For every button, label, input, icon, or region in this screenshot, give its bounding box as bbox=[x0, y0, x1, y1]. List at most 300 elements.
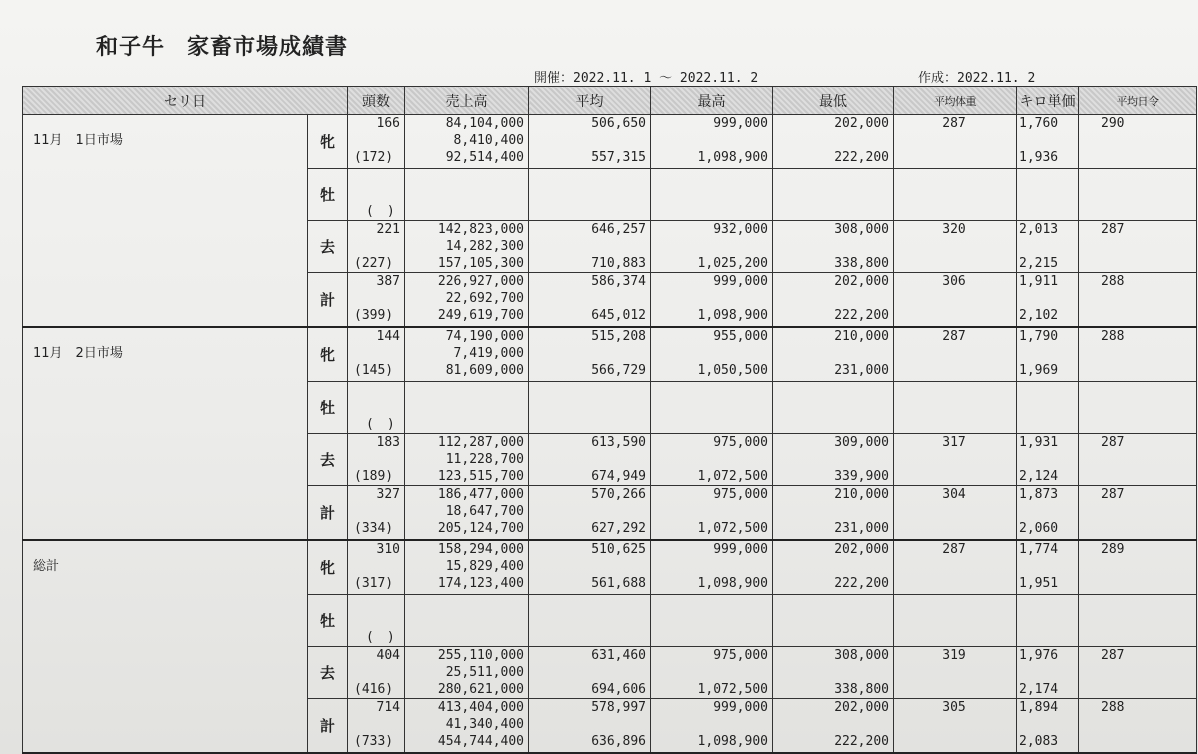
sales-lines bbox=[405, 647, 528, 698]
cell-spacer bbox=[1019, 451, 1038, 468]
avg-weight-cell bbox=[894, 382, 1017, 434]
sales-value: 8,410,400 bbox=[453, 133, 524, 148]
heads-lines bbox=[348, 169, 404, 220]
average-cell bbox=[529, 382, 651, 434]
cattle-type: 牡 bbox=[308, 595, 348, 647]
sales-value bbox=[407, 595, 524, 612]
heads-total: ( ) bbox=[366, 204, 395, 219]
average-lines bbox=[529, 434, 650, 485]
average-value: 646,257 bbox=[591, 222, 646, 237]
average-cell bbox=[529, 486, 651, 541]
sales-value: 15,829,400 bbox=[445, 559, 524, 574]
heads-total: (733) bbox=[354, 734, 394, 749]
average-cell bbox=[529, 327, 651, 382]
max-cell bbox=[651, 647, 773, 699]
sales-cell bbox=[405, 434, 529, 486]
cell-spacer bbox=[531, 238, 646, 255]
min-cell bbox=[773, 540, 894, 595]
sales-lines bbox=[405, 328, 528, 381]
max-value-incl-tax bbox=[653, 629, 768, 646]
cell-spacer bbox=[1019, 612, 1038, 629]
cell-spacer bbox=[775, 132, 889, 149]
cell-spacer bbox=[653, 503, 768, 520]
min-cell bbox=[773, 647, 894, 699]
kg-price-cell bbox=[1017, 169, 1079, 221]
cell-spacer bbox=[531, 290, 646, 307]
heads-lines bbox=[348, 699, 404, 752]
heads-lines bbox=[348, 647, 404, 698]
cell-spacer bbox=[775, 716, 889, 733]
average-lines bbox=[529, 541, 650, 594]
min-lines bbox=[773, 541, 893, 594]
avg-weight-value: 320 bbox=[942, 222, 966, 237]
sales-value: 249,619,700 bbox=[437, 308, 524, 323]
max-cell bbox=[651, 699, 773, 754]
avg-weight-value bbox=[896, 595, 1012, 612]
avg-age-lines bbox=[1079, 647, 1196, 698]
avg-weight-lines bbox=[894, 169, 1016, 220]
sales-lines bbox=[405, 382, 528, 433]
average-cell bbox=[529, 434, 651, 486]
min-cell bbox=[773, 115, 894, 169]
max-value-incl-tax bbox=[653, 416, 768, 433]
header-kg-price: キロ単価 bbox=[1017, 87, 1079, 115]
sales-value: 81,609,000 bbox=[445, 363, 524, 378]
avg-weight-value: 319 bbox=[942, 648, 966, 663]
sales-cell bbox=[405, 540, 529, 595]
kg-price-cell bbox=[1017, 699, 1079, 754]
sales-value: 205,124,700 bbox=[437, 521, 524, 536]
avg-weight-lines bbox=[894, 647, 1016, 698]
average-lines bbox=[529, 382, 650, 433]
max-lines bbox=[651, 115, 772, 168]
kg-price-value-incl-tax bbox=[1019, 629, 1038, 646]
max-cell bbox=[651, 221, 773, 273]
heads-value: 183 bbox=[376, 435, 400, 450]
max-value-incl-tax: 1,098,900 bbox=[697, 308, 768, 323]
average-value-incl-tax: 674,949 bbox=[591, 469, 646, 484]
average-value: 578,997 bbox=[591, 700, 646, 715]
results-table bbox=[22, 86, 1198, 754]
average-value-incl-tax: 645,012 bbox=[591, 308, 646, 323]
sales-value bbox=[407, 416, 524, 433]
cell-spacer bbox=[1019, 345, 1038, 362]
min-value: 202,000 bbox=[834, 274, 889, 289]
kg-price-cell bbox=[1017, 595, 1079, 647]
average-value-incl-tax: 636,896 bbox=[591, 734, 646, 749]
cell-spacer bbox=[531, 612, 646, 629]
heads-value: 387 bbox=[376, 274, 400, 289]
heads-cell bbox=[348, 486, 405, 541]
heads-total: (399) bbox=[354, 308, 394, 323]
heads-cell bbox=[348, 699, 405, 754]
average-lines bbox=[529, 328, 650, 381]
kg-price-lines bbox=[1017, 221, 1078, 272]
cell-spacer bbox=[1019, 558, 1038, 575]
max-cell bbox=[651, 169, 773, 221]
sales-value: 280,621,000 bbox=[437, 682, 524, 697]
avg-weight-lines bbox=[894, 434, 1016, 485]
min-lines bbox=[773, 595, 893, 646]
heads-total: (227) bbox=[354, 256, 394, 271]
average-value-incl-tax bbox=[531, 416, 646, 433]
sales-value: 158,294,000 bbox=[437, 542, 524, 557]
sales-value: 186,477,000 bbox=[437, 487, 524, 502]
max-lines bbox=[651, 486, 772, 539]
avg-weight-value bbox=[896, 382, 1012, 399]
cell-spacer bbox=[1019, 664, 1038, 681]
avg-weight-cell bbox=[894, 434, 1017, 486]
avg-weight-value: 306 bbox=[942, 274, 966, 289]
sales-value bbox=[407, 629, 524, 646]
average-value: 515,208 bbox=[591, 329, 646, 344]
heads-lines bbox=[348, 486, 404, 539]
cell-spacer bbox=[775, 451, 889, 468]
cell-spacer bbox=[775, 558, 889, 575]
heads-cell bbox=[348, 273, 405, 328]
heads-lines bbox=[348, 328, 404, 381]
avg-age-value: 287 bbox=[1101, 648, 1125, 663]
average-value-incl-tax: 561,688 bbox=[591, 576, 646, 591]
heads-cell bbox=[348, 540, 405, 595]
avg-age-cell bbox=[1079, 382, 1197, 434]
min-value bbox=[775, 595, 889, 612]
sales-lines bbox=[405, 595, 528, 646]
heads-cell bbox=[348, 221, 405, 273]
min-lines bbox=[773, 169, 893, 220]
min-lines bbox=[773, 699, 893, 752]
max-value bbox=[653, 595, 768, 612]
avg-age-cell bbox=[1079, 486, 1197, 541]
kg-price-lines bbox=[1017, 699, 1078, 752]
average-cell bbox=[529, 273, 651, 328]
title-sub: 家畜市場成績書 bbox=[187, 35, 349, 60]
sales-cell bbox=[405, 273, 529, 328]
header-seri-date: セリ日 bbox=[23, 87, 348, 115]
cattle-type: 牝 bbox=[308, 115, 348, 169]
cell-spacer bbox=[531, 399, 646, 416]
cell-spacer bbox=[653, 664, 768, 681]
avg-age-value: 288 bbox=[1101, 700, 1125, 715]
average-value bbox=[531, 169, 646, 186]
cattle-type: 去 bbox=[308, 647, 348, 699]
kg-price-value-incl-tax: 1,969 bbox=[1019, 363, 1059, 378]
report-title bbox=[96, 30, 348, 61]
max-lines bbox=[651, 647, 772, 698]
sales-value: 74,190,000 bbox=[445, 329, 524, 344]
max-lines bbox=[651, 221, 772, 272]
sales-value: 123,515,700 bbox=[437, 469, 524, 484]
heads-lines bbox=[348, 115, 404, 168]
heads-cell bbox=[348, 382, 405, 434]
average-lines bbox=[529, 221, 650, 272]
cattle-type: 牡 bbox=[308, 169, 348, 221]
min-value-incl-tax bbox=[775, 203, 889, 220]
min-lines bbox=[773, 221, 893, 272]
sales-cell bbox=[405, 647, 529, 699]
cell-spacer bbox=[350, 186, 400, 203]
table-row bbox=[23, 327, 1198, 382]
avg-age-value: 287 bbox=[1101, 487, 1125, 502]
min-lines bbox=[773, 486, 893, 539]
market-label: 総計 bbox=[23, 540, 308, 753]
avg-age-value bbox=[1081, 595, 1192, 612]
kg-price-cell bbox=[1017, 327, 1079, 382]
sales-lines bbox=[405, 115, 528, 168]
header-sales: 売上高 bbox=[405, 87, 529, 115]
cell-spacer bbox=[1019, 238, 1038, 255]
min-lines bbox=[773, 115, 893, 168]
max-value-incl-tax bbox=[653, 203, 768, 220]
avg-age-cell bbox=[1079, 327, 1197, 382]
heads-lines bbox=[348, 595, 404, 646]
cell-spacer bbox=[1019, 290, 1038, 307]
sales-cell bbox=[405, 115, 529, 169]
average-lines bbox=[529, 486, 650, 539]
average-lines bbox=[529, 115, 650, 168]
kg-price-cell bbox=[1017, 273, 1079, 328]
kg-price-value-incl-tax bbox=[1019, 203, 1038, 220]
kg-price-value: 1,774 bbox=[1019, 542, 1059, 557]
sales-value: 25,511,000 bbox=[445, 665, 524, 680]
cell-spacer bbox=[653, 290, 768, 307]
min-value-incl-tax bbox=[775, 416, 889, 433]
min-value bbox=[775, 382, 889, 399]
avg-weight-lines bbox=[894, 382, 1016, 433]
min-value-incl-tax: 231,000 bbox=[834, 521, 889, 536]
kg-price-value-incl-tax: 2,102 bbox=[1019, 308, 1059, 323]
sales-lines bbox=[405, 434, 528, 485]
kg-price-value-incl-tax: 1,951 bbox=[1019, 576, 1059, 591]
kg-price-lines bbox=[1017, 328, 1078, 381]
max-value: 975,000 bbox=[713, 487, 768, 502]
cell-spacer bbox=[1019, 399, 1038, 416]
created-label: 作成：2022.11. 2 bbox=[918, 71, 1036, 86]
min-lines bbox=[773, 382, 893, 433]
cell-spacer bbox=[350, 503, 400, 520]
sales-lines bbox=[405, 541, 528, 594]
min-value-incl-tax: 222,200 bbox=[834, 150, 889, 165]
sales-value: 84,104,000 bbox=[445, 116, 524, 131]
average-value-incl-tax bbox=[531, 629, 646, 646]
avg-age-lines bbox=[1079, 486, 1196, 539]
heads-lines bbox=[348, 382, 404, 433]
avg-weight-value: 287 bbox=[942, 116, 966, 131]
sales-lines bbox=[405, 221, 528, 272]
max-value-incl-tax: 1,098,900 bbox=[697, 576, 768, 591]
cell-spacer bbox=[531, 345, 646, 362]
avg-weight-value: 287 bbox=[942, 329, 966, 344]
min-value-incl-tax: 338,800 bbox=[834, 682, 889, 697]
avg-age-value bbox=[1081, 382, 1192, 399]
max-cell bbox=[651, 540, 773, 595]
sales-value: 18,647,700 bbox=[445, 504, 524, 519]
min-value-incl-tax: 231,000 bbox=[834, 363, 889, 378]
kg-price-value-incl-tax: 2,124 bbox=[1019, 469, 1059, 484]
max-cell bbox=[651, 486, 773, 541]
sales-value: 157,105,300 bbox=[437, 256, 524, 271]
kg-price-lines bbox=[1017, 595, 1078, 646]
heads-value: 166 bbox=[376, 116, 400, 131]
average-value-incl-tax: 627,292 bbox=[591, 521, 646, 536]
sales-cell bbox=[405, 169, 529, 221]
kg-price-cell bbox=[1017, 540, 1079, 595]
sales-cell bbox=[405, 595, 529, 647]
header-max: 最高 bbox=[651, 87, 773, 115]
min-cell bbox=[773, 382, 894, 434]
avg-weight-cell bbox=[894, 486, 1017, 541]
max-value-incl-tax: 1,050,500 bbox=[697, 363, 768, 378]
kg-price-lines bbox=[1017, 486, 1078, 539]
kg-price-value bbox=[1019, 382, 1038, 399]
max-cell bbox=[651, 327, 773, 382]
cell-spacer bbox=[350, 664, 400, 681]
max-value-incl-tax: 1,072,500 bbox=[697, 469, 768, 484]
heads-value: 221 bbox=[376, 222, 400, 237]
avg-age-cell bbox=[1079, 647, 1197, 699]
kg-price-cell bbox=[1017, 486, 1079, 541]
max-lines bbox=[651, 434, 772, 485]
avg-age-cell bbox=[1079, 221, 1197, 273]
average-value-incl-tax: 566,729 bbox=[591, 363, 646, 378]
average-value: 586,374 bbox=[591, 274, 646, 289]
max-value-incl-tax: 1,025,200 bbox=[697, 256, 768, 271]
cell-spacer bbox=[350, 290, 400, 307]
avg-age-lines bbox=[1079, 115, 1196, 168]
sales-lines bbox=[405, 273, 528, 326]
cell-spacer bbox=[531, 558, 646, 575]
average-lines bbox=[529, 699, 650, 752]
avg-age-cell bbox=[1079, 595, 1197, 647]
avg-weight-lines bbox=[894, 273, 1016, 326]
heads-total: ( ) bbox=[366, 417, 395, 432]
cell-spacer bbox=[531, 451, 646, 468]
cell-spacer bbox=[1019, 716, 1038, 733]
avg-age-value bbox=[1081, 169, 1192, 186]
heads-total: (416) bbox=[354, 682, 394, 697]
cell-spacer bbox=[775, 186, 889, 203]
average-cell bbox=[529, 221, 651, 273]
sales-value: 255,110,000 bbox=[437, 648, 524, 663]
sales-lines bbox=[405, 699, 528, 752]
min-lines bbox=[773, 328, 893, 381]
heads-total: (172) bbox=[354, 150, 394, 165]
min-value-incl-tax bbox=[775, 629, 889, 646]
max-cell bbox=[651, 115, 773, 169]
kg-price-value-incl-tax: 2,215 bbox=[1019, 256, 1059, 271]
heads-cell bbox=[348, 434, 405, 486]
avg-age-lines bbox=[1079, 221, 1196, 272]
average-lines bbox=[529, 595, 650, 646]
avg-age-lines bbox=[1079, 169, 1196, 220]
header-average: 平均 bbox=[529, 87, 651, 115]
avg-age-value: 288 bbox=[1101, 274, 1125, 289]
kg-price-value: 1,873 bbox=[1019, 487, 1059, 502]
kg-price-lines bbox=[1017, 434, 1078, 485]
average-cell bbox=[529, 647, 651, 699]
kg-price-value: 1,911 bbox=[1019, 274, 1059, 289]
cell-spacer bbox=[350, 716, 400, 733]
average-value bbox=[531, 595, 646, 612]
market-label: 11月 1日市場 bbox=[23, 115, 308, 328]
average-cell bbox=[529, 169, 651, 221]
average-value: 613,590 bbox=[591, 435, 646, 450]
max-cell bbox=[651, 273, 773, 328]
kg-price-value-incl-tax: 2,174 bbox=[1019, 682, 1059, 697]
market-label: 11月 2日市場 bbox=[23, 327, 308, 540]
average-lines bbox=[529, 647, 650, 698]
cell-spacer bbox=[775, 664, 889, 681]
kg-price-cell bbox=[1017, 115, 1079, 169]
kg-price-value: 1,931 bbox=[1019, 435, 1059, 450]
min-value: 309,000 bbox=[834, 435, 889, 450]
max-value bbox=[653, 382, 768, 399]
sales-cell bbox=[405, 327, 529, 382]
avg-weight-lines bbox=[894, 486, 1016, 539]
kg-price-cell bbox=[1017, 382, 1079, 434]
cell-spacer bbox=[531, 664, 646, 681]
sales-value: 14,282,300 bbox=[445, 239, 524, 254]
min-lines bbox=[773, 647, 893, 698]
heads-lines bbox=[348, 541, 404, 594]
avg-age-value: 290 bbox=[1101, 116, 1125, 131]
avg-age-cell bbox=[1079, 115, 1197, 169]
max-value: 999,000 bbox=[713, 542, 768, 557]
sales-value: 174,123,400 bbox=[437, 576, 524, 591]
kg-price-value: 2,013 bbox=[1019, 222, 1059, 237]
avg-weight-value: 305 bbox=[942, 700, 966, 715]
avg-weight-value bbox=[896, 169, 1012, 186]
sales-lines bbox=[405, 486, 528, 539]
kg-price-value: 1,976 bbox=[1019, 648, 1059, 663]
avg-weight-cell bbox=[894, 273, 1017, 328]
heads-value: 327 bbox=[376, 487, 400, 502]
cell-spacer bbox=[775, 503, 889, 520]
header-avg-weight: 平均体重 bbox=[894, 87, 1017, 115]
cell-spacer bbox=[350, 451, 400, 468]
avg-weight-value: 317 bbox=[942, 435, 966, 450]
cell-spacer bbox=[531, 716, 646, 733]
kg-price-value: 1,760 bbox=[1019, 116, 1059, 131]
sales-value bbox=[407, 169, 524, 186]
min-value bbox=[775, 169, 889, 186]
avg-weight-cell bbox=[894, 115, 1017, 169]
min-value-incl-tax: 222,200 bbox=[834, 308, 889, 323]
cattle-type: 牝 bbox=[308, 327, 348, 382]
average-lines bbox=[529, 273, 650, 326]
heads-total: (334) bbox=[354, 521, 394, 536]
average-value: 506,650 bbox=[591, 116, 646, 131]
kg-price-value: 1,894 bbox=[1019, 700, 1059, 715]
heads-total: (189) bbox=[354, 469, 394, 484]
max-lines bbox=[651, 169, 772, 220]
avg-age-cell bbox=[1079, 434, 1197, 486]
avg-age-cell bbox=[1079, 169, 1197, 221]
kg-price-value: 1,790 bbox=[1019, 329, 1059, 344]
cell-spacer bbox=[350, 612, 400, 629]
average-lines bbox=[529, 169, 650, 220]
heads-lines bbox=[348, 273, 404, 326]
max-cell bbox=[651, 595, 773, 647]
max-value-incl-tax: 1,098,900 bbox=[697, 734, 768, 749]
min-cell bbox=[773, 486, 894, 541]
avg-weight-lines bbox=[894, 328, 1016, 381]
min-cell bbox=[773, 434, 894, 486]
cell-spacer bbox=[775, 612, 889, 629]
avg-weight-lines bbox=[894, 541, 1016, 594]
cattle-type: 計 bbox=[308, 486, 348, 541]
kg-price-lines bbox=[1017, 115, 1078, 168]
